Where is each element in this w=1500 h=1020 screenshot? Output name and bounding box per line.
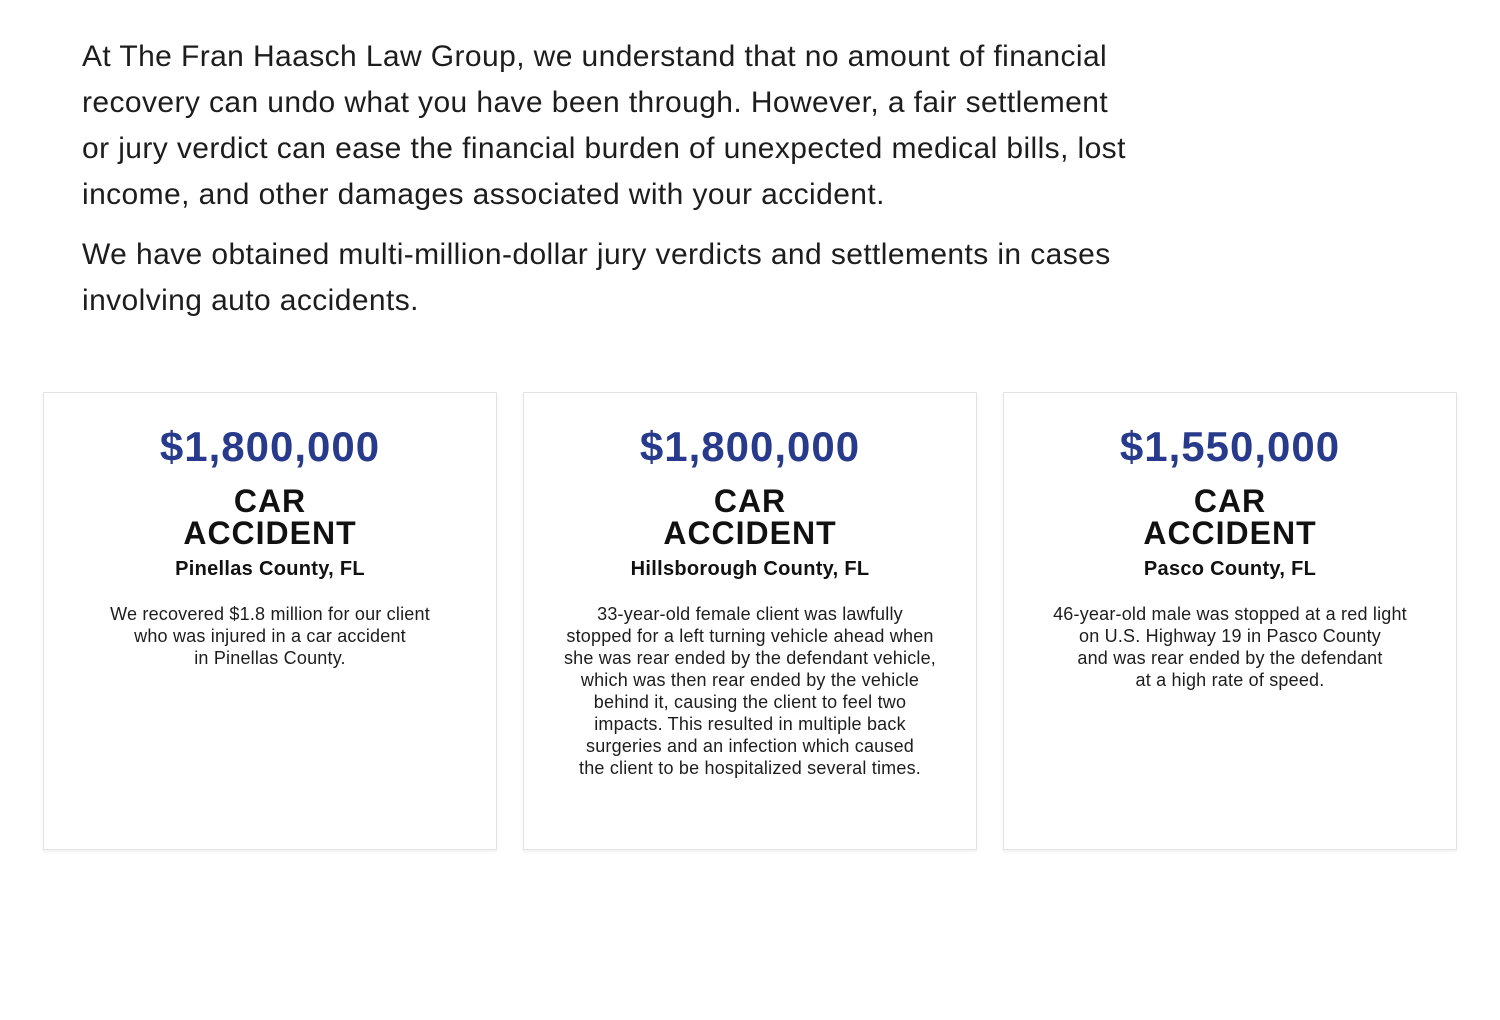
case-type-heading: CAR ACCIDENT [663, 483, 837, 551]
case-description: 33-year-old female client was lawfully stopped for a left turning vehicle ahead when she was rear ended by the defendant vehicle, which was then rear ended by the vehicle behind it, causing the client to feel two impacts. This resulted in multiple back surgeries and an infection which caused the client to be hospitalized several times. [563, 604, 937, 778]
case-description: We recovered $1.8 million for our client who was injured in a car accident in Pinellas County. [110, 604, 430, 668]
settlement-amount: $1,800,000 [639, 423, 861, 470]
intro-paragraph-1: At The Fran Haasch Law Group, we understand that no amount of financial recovery can undo what you have been through. However, a fair settlement or jury verdict can ease the financial burden of unexpected medical bills, lost income, and other damages associated with your accident. [82, 40, 1126, 211]
settlement-amount: $1,550,000 [1119, 423, 1341, 470]
case-type-heading: CAR ACCIDENT [183, 483, 357, 551]
case-location: Hillsborough County, FL [630, 558, 870, 580]
result-card-pinellas [43, 392, 497, 850]
case-location: Pinellas County, FL [175, 558, 365, 580]
intro-paragraph-2: We have obtained multi-million-dollar jury verdicts and settlements in cases involving auto accidents. [82, 238, 1111, 317]
case-description: 46-year-old male was stopped at a red light on U.S. Highway 19 in Pasco County and was rear ended by the defendant at a high rate of speed. [1053, 604, 1407, 690]
intro-section [0, 0, 1500, 324]
results-card-row [0, 392, 1500, 850]
result-card-hillsborough [523, 392, 977, 850]
settlement-amount: $1,800,000 [159, 423, 381, 470]
case-location: Pasco County, FL [1143, 558, 1317, 580]
result-card-pasco [1003, 392, 1457, 850]
case-type-heading: CAR ACCIDENT [1143, 483, 1317, 551]
